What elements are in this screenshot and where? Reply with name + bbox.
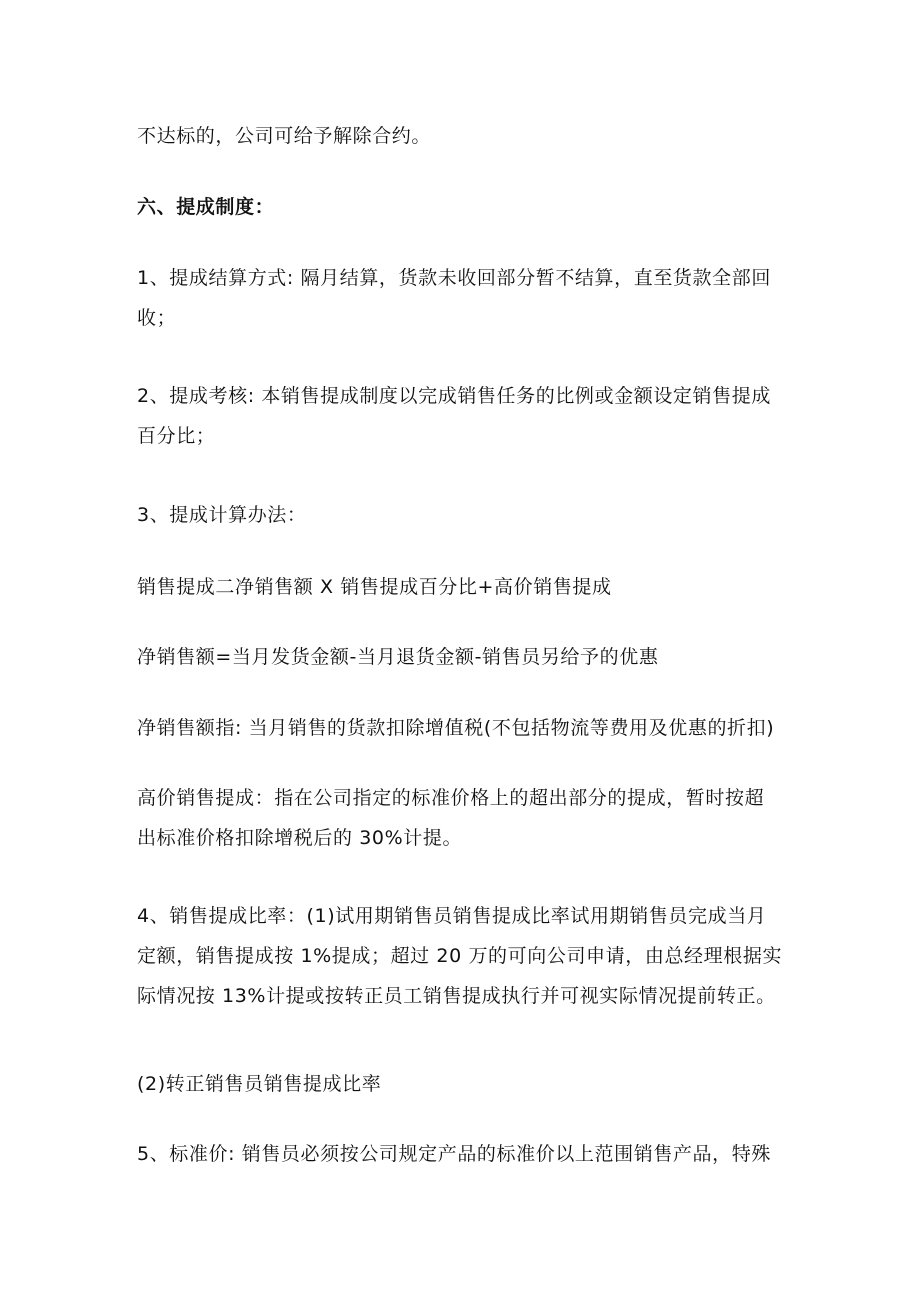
definition-net-sales: [137, 708, 787, 748]
item-settlement-method: [137, 258, 787, 338]
heading-line: 六、提成制度：: [137, 196, 275, 218]
item-regular-staff-rate: [137, 1064, 787, 1104]
text-line: 1、提成结算方式: 隔月结算，货款未收回部分暂不结算，直至货款全部回: [137, 267, 771, 289]
text-line: 收；: [137, 307, 177, 329]
text-line: (2)转正销售员销售提成比率: [137, 1073, 382, 1095]
section-heading-commission-system: [137, 187, 787, 227]
item-calculation-method: [137, 495, 787, 535]
paragraph-termination: [137, 116, 787, 156]
text-line: 2、提成考核: 本销售提成制度以完成销售任务的比例或金额设定销售提成: [137, 385, 771, 407]
text-line: 定额，销售提成按 1%提成；超过 20 万的可向公司申请，由总经理根据实: [137, 945, 783, 967]
text-line: 4、销售提成比率：(1)试用期销售员销售提成比率试用期销售员完成当月: [137, 905, 767, 927]
definition-high-price-commission: [137, 778, 787, 858]
text-line: 净销售额指: 当月销售的货款扣除增值税(不包括物流等费用及优惠的折扣): [137, 717, 775, 739]
text-line: 3、提成计算办法：: [137, 504, 307, 526]
formula-commission: [137, 567, 787, 607]
formula-net-sales: [137, 637, 787, 677]
text-line: 5、标准价: 销售员必须按公司规定产品的标准价以上范围销售产品，特殊: [137, 1143, 771, 1165]
text-line: 百分比；: [137, 425, 216, 447]
text-line: 出标准价格扣除增税后的 30%计提。: [137, 827, 463, 849]
item-commission-rate: [137, 896, 787, 1016]
text-line: 销售提成二净销售额 X 销售提成百分比+高价销售提成: [137, 576, 612, 598]
text-line: 际情况按 13%计提或按转正员工销售提成执行并可视实际情况提前转正。: [137, 985, 776, 1007]
text-line: 高价销售提成：指在公司指定的标准价格上的超出部分的提成，暂时按超: [137, 787, 765, 809]
text-line: 不达标的，公司可给予解除合约。: [137, 125, 432, 147]
item-standard-price: [137, 1134, 787, 1174]
text-line: 净销售额=当月发货金额-当月退货金额-销售员另给予的优惠: [137, 646, 659, 668]
item-commission-assessment: [137, 376, 787, 456]
